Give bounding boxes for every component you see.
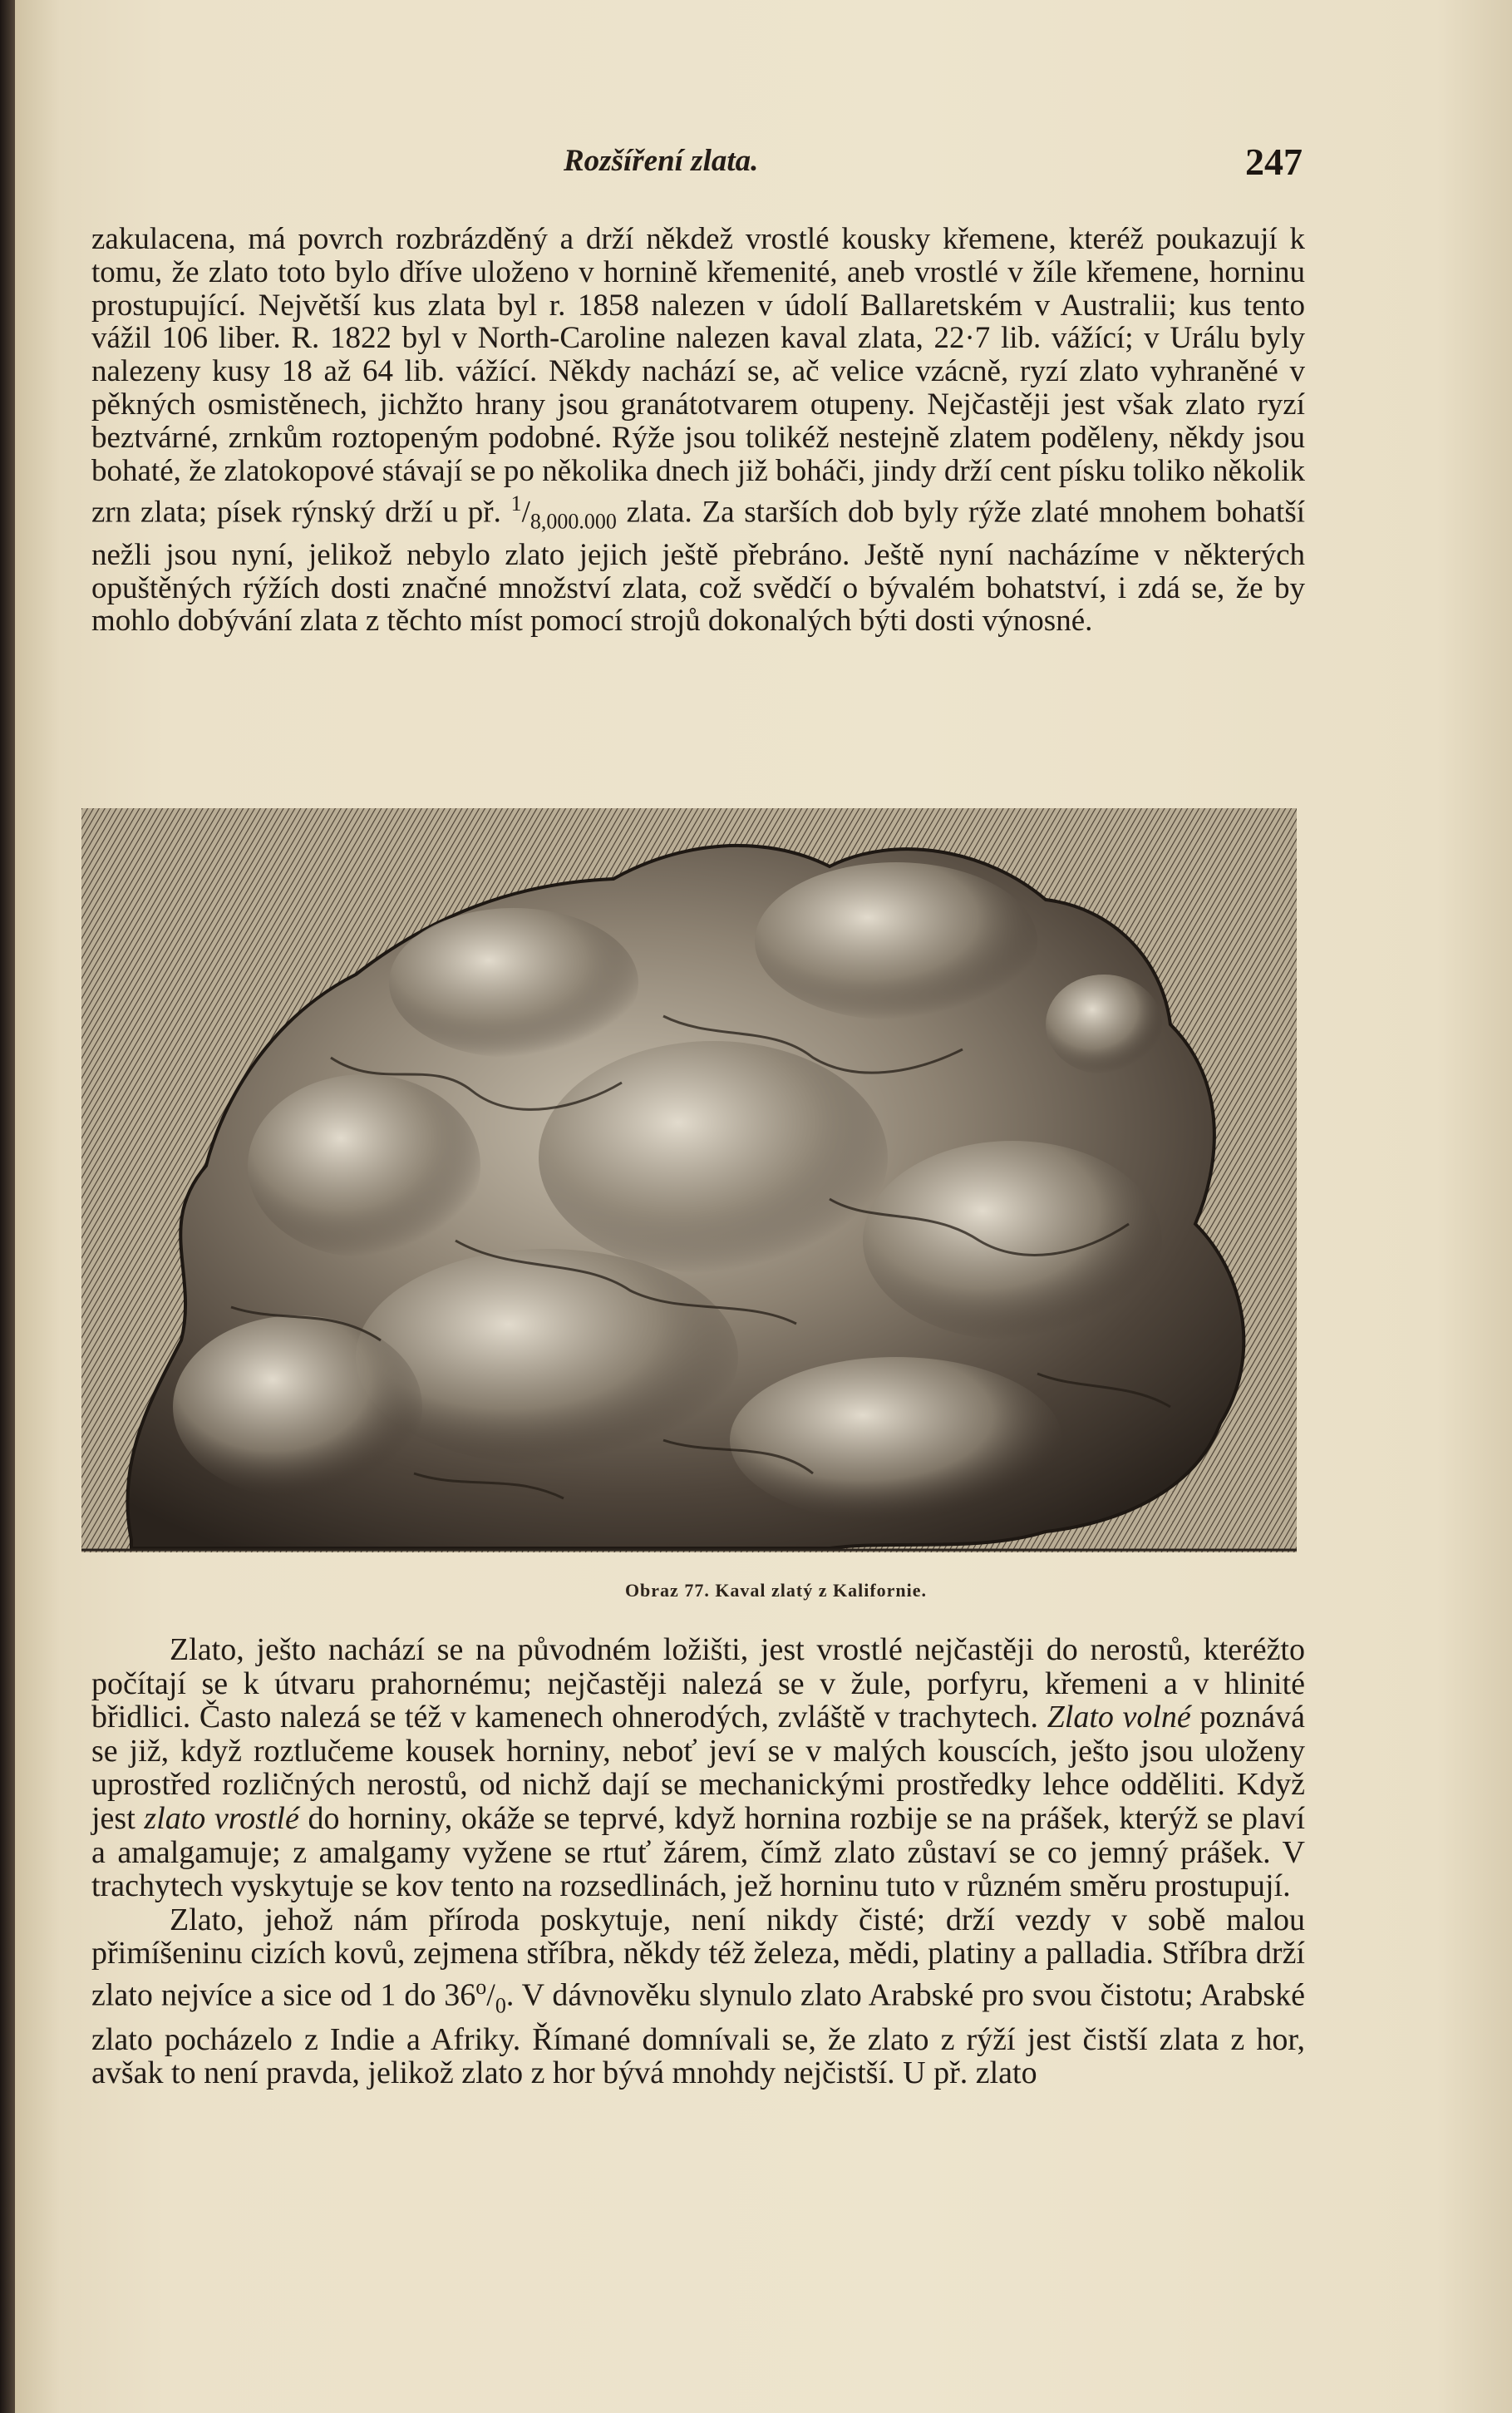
top-paragraph-text-after: zlata. Za starších dob byly rýže zlaté mnohem bohatší nežli jsou nyní, jelikož nebylo zlato jejich ještě přebráno. Ještě nyní nacházíme v některých opuštěných rýžích dosti značné množství zlata, což svědčí o bývalém bohatství, i zdá se, že by mohlo dobývání zlata z těchto míst pomocí strojů dokonalých býti dosti výnosné. [91,495,1306,639]
top-paragraph: zakulacena, má povrch rozbrázděný a drží někdež vrostlé kousky křemene, kteréž poukazují k tomu, že zlato toto bylo dříve uloženo v hornině křemenité, aneb vrostlé v žíle křemene, horninu prostupující. Největší kus zlata byl r. 1858 nalezen v údolí Ballaretském v Australii; kus tento vážil 106 liber. R. 1822 byl v North-Caroline nalezen kaval zlata, 22·7 lib. vážící; v Urálu byly nalezeny kusy 18 až 64 lib. vážící. Někdy nachází se, ač velice vzácně, ryzí zlato vyhraněné v pěkných osmistěnech, jichžto hrany jsou granátotvarem otupeny. Nejčastěji jest však zlato ryzí beztvárné, zrnkům roztopeným podobné. Rýže jsou tolikéž nestejně zlatem poděleny, někdy jsou bohaté, že zlatokopové stávají se po několika dnech již boháči, jindy drží cent písku toliko několik zrn zlata; písek rýnský drží u př. $^1/_{8,000.000}$ zlata. Za starších dob byly rýže zlaté mnohem bohatší nežli jsou nyní, jelikož nebylo zlato jejich ještě přebráno. Ještě nyní nacházíme v některých opuštěných rýžích dosti značné množství zlata, což svědčí o bývalém bohatství, i zdá se, že by mohlo dobývání zlata z těchto míst pomocí strojů dokonalých býti dosti výnosné. [91,222,1306,639]
bottom-text-block [91,1633,1305,2090]
book-spine-shadow [0,0,17,2413]
p1-emphasis-zlato-volne: Zlato volné [1047,1700,1191,1735]
p1-text-b: poznává se již, když roztlučeme kousek horniny, neboť jeví se v malých kouscích, ješto jsou uloženy uprostřed rozličných nerostů, od nichž dají se mechanickými prostředky lehce odděliti. Když jest [91,1700,1305,1836]
top-paragraph-text: zakulacena, má povrch rozbrázděný a drží někdež vrostlé kousky křemene, kteréž poukazují k tomu, že zlato toto bylo dříve uloženo v hornině křemenité, aneb vrostlé v žíle křemene, horninu prostupující. Největší kus zlata byl r. 1858 nalezen v údolí Ballaretském v Australii; kus tento vážil 106 liber. R. 1822 byl v North-Caroline nalezen kaval zlata, 22·7 lib. vážící; v Urálu byly nalezeny kusy 18 až 64 lib. vážící. Někdy nachází se, ač velice vzácně, ryzí zlato vyhraněné v pěkných osmistěnech, jichžto hrany jsou granátotvarem otupeny. Nejčastěji jest však zlato ryzí beztvárné, zrnkům roztopeným podobné. Rýže jsou tolikéž nestejně zlatem poděleny, někdy jsou bohaté, že zlatokopové stávají se po několika dnech již boháči, jindy drží cent písku toliko několik zrn zlata; písek rýnský drží u př. [91,222,1305,530]
nugget-lump [389,908,638,1058]
nugget-lump [539,1041,888,1274]
book-page [15,0,1512,2413]
percent-sup: o [475,1974,487,1999]
gold-nugget-engraving [81,808,1297,1552]
nugget-lump [863,1141,1162,1340]
paragraph-purity: Zlato, jehož nám příroda poskytuje, není nikdy čisté; drží vezdy v sobě malou přimíšeninu cizích kovů, zejmena stříbra, někdy též železa, mědi, platiny a palladia. Stříbra drží zlato nejvíce a sice od 1 do $36^o/_0$. V dávnověku slynulo zlato Arabské pro svou čistotu; Arabské zlato pocházelo z Indie a Afriky. Římané domnívali se, že zlato z rýží jest čistší zlata z hor, avšak to není pravda, jelikož zlato z hor bývá mnohdy nejčistší. U př. zlato [91,1902,1305,2091]
p1-emphasis-zlato-vrostle: zlato vrostlé [144,1800,299,1836]
percent-sub: 0 [495,1993,506,2018]
paragraph-zlato-vrostle [91,1633,1305,1903]
p1-text-c: do horniny, okáže se teprvé, když hornina rozbije se na prášek, kterýž se plaví a amalgamuje; z amalgamy vyžene se rtuť žárem, čímž zlato zůstaví se co jemný prášek. V trachytech vyskytuje se kov tento na rozsedlinách, jež horninu tuto v různém směru prostupují. [91,1800,1306,1904]
figure-caption [15,1580,1512,1601]
p1-text-a: Zlato, ješto nachází se na původném ložišti, jest vrostlé nejčastěji do nerostů, kteréžto počítají se k útvaru prahornému; nejčastěji nalezá se v žule, porfyru, křemeni a v hlinité břidlici. Často nalezá se též v kamenech ohnerodých, zvláště v trachytech. [91,1632,1305,1735]
nugget-lump [173,1315,422,1498]
nugget-lump [730,1357,1062,1523]
p2-text-a: Zlato, jehož nám příroda poskytuje, není nikdy čisté; drží vezdy v sobě malou přimíšeninu cizích kovů, zejmena stříbra, někdy též železa, mědi, platiny a palladia. Stříbra drží zlato nejvíce a sice od 1 do 36 [91,1902,1305,2013]
nugget-lump [1046,975,1162,1074]
fraction-numerator: 1 [510,491,522,516]
top-text-block [91,223,1305,638]
figure-caption-text: Obraz 77. Kaval zlatý z Kalifornie. [624,1580,928,1601]
fraction-denominator: 8,000.000 [529,510,617,535]
p2-text-b: . V dávnověku slynulo zlato Arabské pro svou čistotu; Arabské zlato pocházelo z Indie a Afriky. Římané domnívali se, že zlato z rýží jest čistší zlata z hor, avšak to není pravda, jelikož zlato z hor bývá mnohdy nejčistší. U př. zlato [91,1977,1305,2091]
nugget-lump [755,862,1037,1020]
page-number: 247 [1245,141,1303,183]
nugget-lump [248,1074,480,1257]
running-head [15,140,1512,190]
nugget-illustration [81,808,1297,1552]
running-title: Rozšíření zlata. [564,144,759,178]
